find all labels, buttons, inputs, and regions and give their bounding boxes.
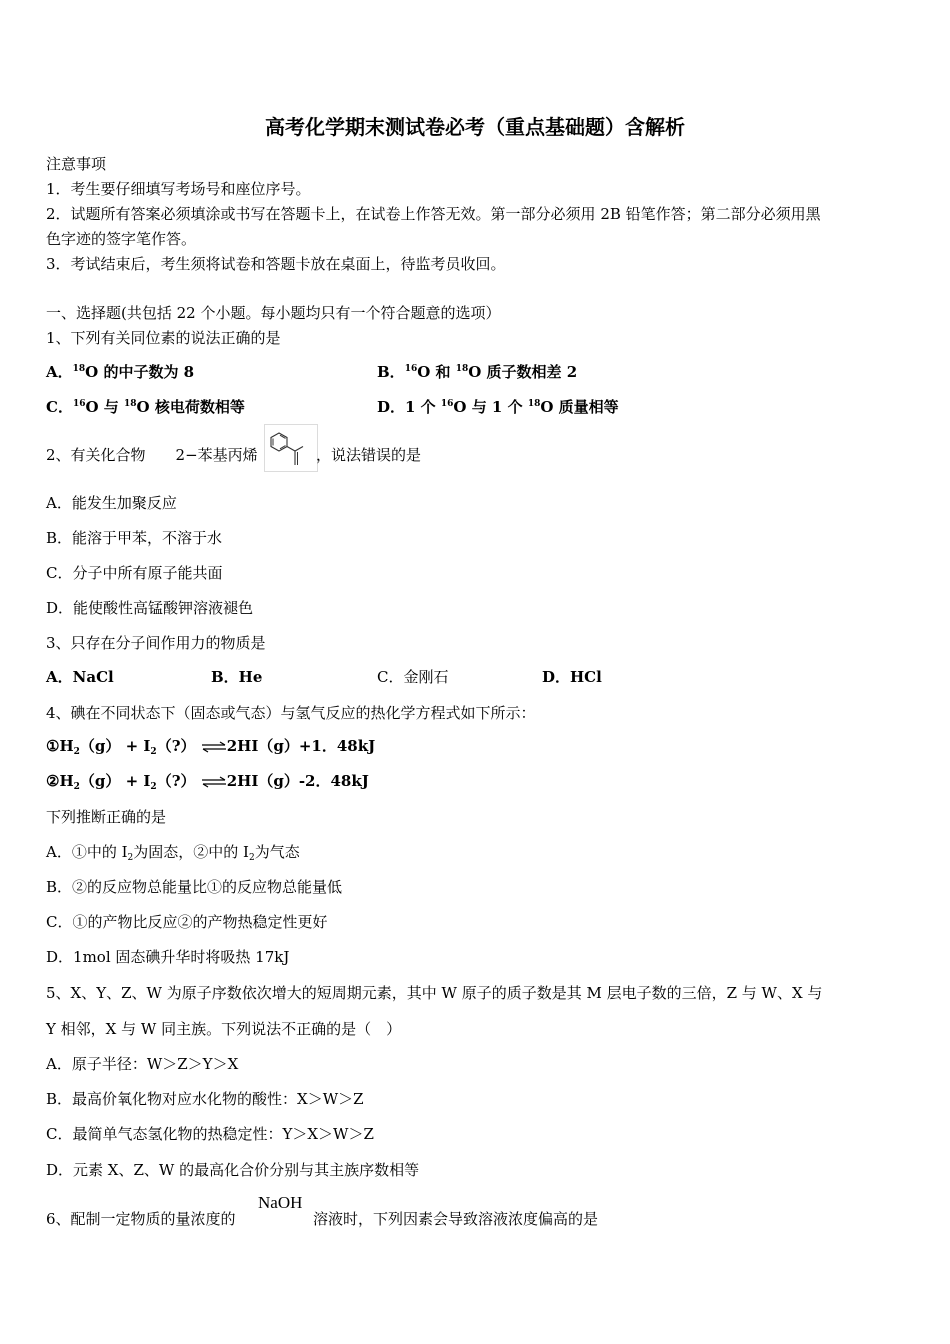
notice-item-3: 3．考试结束后，考生须将试卷和答题卡放在桌面上，待监考员收回。 bbox=[46, 255, 506, 273]
notice-item-2-cont: 色字迹的签字笔作答。 bbox=[46, 230, 197, 248]
equilibrium-arrow-icon bbox=[201, 776, 227, 788]
molecule-structure-image bbox=[264, 424, 318, 472]
q2-option-a[interactable]: A．能发生加聚反应 bbox=[46, 494, 177, 512]
q3-stem: 3、只存在分子间作用力的物质是 bbox=[46, 634, 266, 652]
page-title: 高考化学期末测试卷必考（重点基础题）含解析 bbox=[265, 115, 685, 139]
equilibrium-arrow-icon bbox=[201, 741, 227, 753]
q5-option-c[interactable]: C．最简单气态氢化物的热稳定性：Y＞X＞W＞Z bbox=[46, 1125, 374, 1143]
q4-option-b[interactable]: B．②的反应物总能量比①的反应物总能量低 bbox=[46, 878, 343, 896]
notice-item-2: 2．试题所有答案必须填涂或书写在答题卡上，在试卷上作答无效。第一部分必须用 2B 铅笔作答；第二部分必须用黑 bbox=[46, 205, 821, 223]
q2-stem-start: 2、有关化合物 2−苯基丙烯 bbox=[46, 446, 258, 464]
q4-option-d[interactable]: D．1mol 固态碘升华时将吸热 17kJ bbox=[46, 948, 290, 966]
notice-item-1: 1．考生要仔细填写考场号和座位序号。 bbox=[46, 180, 311, 198]
phenylpropene-structure-icon bbox=[265, 425, 317, 471]
q4-equation-2: $②H_2(g)$ + $I_2(?)$ 2HI（g）-2．48kJ bbox=[46, 772, 369, 792]
q1-option-b[interactable]: B．$^{16}$O 和 $^{18}$O 质子数相差 2 bbox=[377, 363, 578, 381]
q6-stem-end: 溶液时，下列因素会导致溶液浓度偏高的是 bbox=[313, 1210, 599, 1228]
q6-stem-start: 6、配制一定物质的量浓度的 bbox=[46, 1210, 236, 1228]
q4-equation-1: $①H_2(g)$ + $I_2(?)$ 2HI（g）+1．48kJ bbox=[46, 737, 376, 757]
section-heading: 一、选择题(共包括 22 个小题。每小题均只有一个符合题意的选项） bbox=[46, 304, 501, 322]
q5-option-a[interactable]: A．原子半径：W＞Z＞Y＞X bbox=[46, 1055, 239, 1073]
q2-option-b[interactable]: B．能溶于甲苯，不溶于水 bbox=[46, 529, 223, 547]
q1-option-c[interactable]: C．$^{16}$O 与 $^{18}$O 核电荷数相等 bbox=[46, 398, 245, 416]
q5-option-d[interactable]: D．元素 X、Z、W 的最高化合价分别与其主族序数相等 bbox=[46, 1161, 420, 1179]
notice-heading: 注意事项 bbox=[46, 155, 107, 173]
naoh-formula: NaOH bbox=[258, 1193, 303, 1212]
q5-stem-line-1: 5、X、Y、Z、W 为原子序数依次增大的短周期元素，其中 W 原子的质子数是其 M 层电子数的三倍，Z 与 W、X 与 bbox=[46, 984, 823, 1002]
q4-option-c[interactable]: C．①的产物比反应②的产物热稳定性更好 bbox=[46, 913, 328, 931]
q1-stem: 1、下列有关同位素的说法正确的是 bbox=[46, 329, 281, 347]
q1-option-a[interactable]: A．$^{18}$O 的中子数为 8 bbox=[46, 363, 195, 381]
q1-option-d[interactable]: D．1 个 $^{16}$O 与 1 个 $^{18}$O 质量相等 bbox=[377, 398, 619, 416]
q3-option-c[interactable]: C．金刚石 bbox=[377, 668, 449, 686]
q3-option-b[interactable]: B．He bbox=[211, 668, 263, 686]
q4-stem: 4、碘在不同状态下（固态或气态）与氢气反应的热化学方程式如下所示： bbox=[46, 704, 536, 722]
q3-option-d[interactable]: D．HCl bbox=[542, 668, 602, 686]
q2-option-d[interactable]: D．能使酸性高锰酸钾溶液褪色 bbox=[46, 599, 254, 617]
q3-option-a[interactable]: A．NaCl bbox=[46, 668, 114, 686]
q4-option-a[interactable]: A．①中的 $I_2$为固态，②中的 $I_2$为气态 bbox=[46, 843, 300, 863]
q5-stem-line-2: Y 相邻，X 与 W 同主族。下列说法不正确的是（ ） bbox=[46, 1020, 402, 1038]
q2-option-c[interactable]: C．分子中所有原子能共面 bbox=[46, 564, 223, 582]
q5-option-b[interactable]: B．最高价氧化物对应水化物的酸性：X＞W＞Z bbox=[46, 1090, 364, 1108]
q2-stem-end: ，说法错误的是 bbox=[316, 446, 422, 464]
q4-ask: 下列推断正确的是 bbox=[46, 808, 167, 826]
